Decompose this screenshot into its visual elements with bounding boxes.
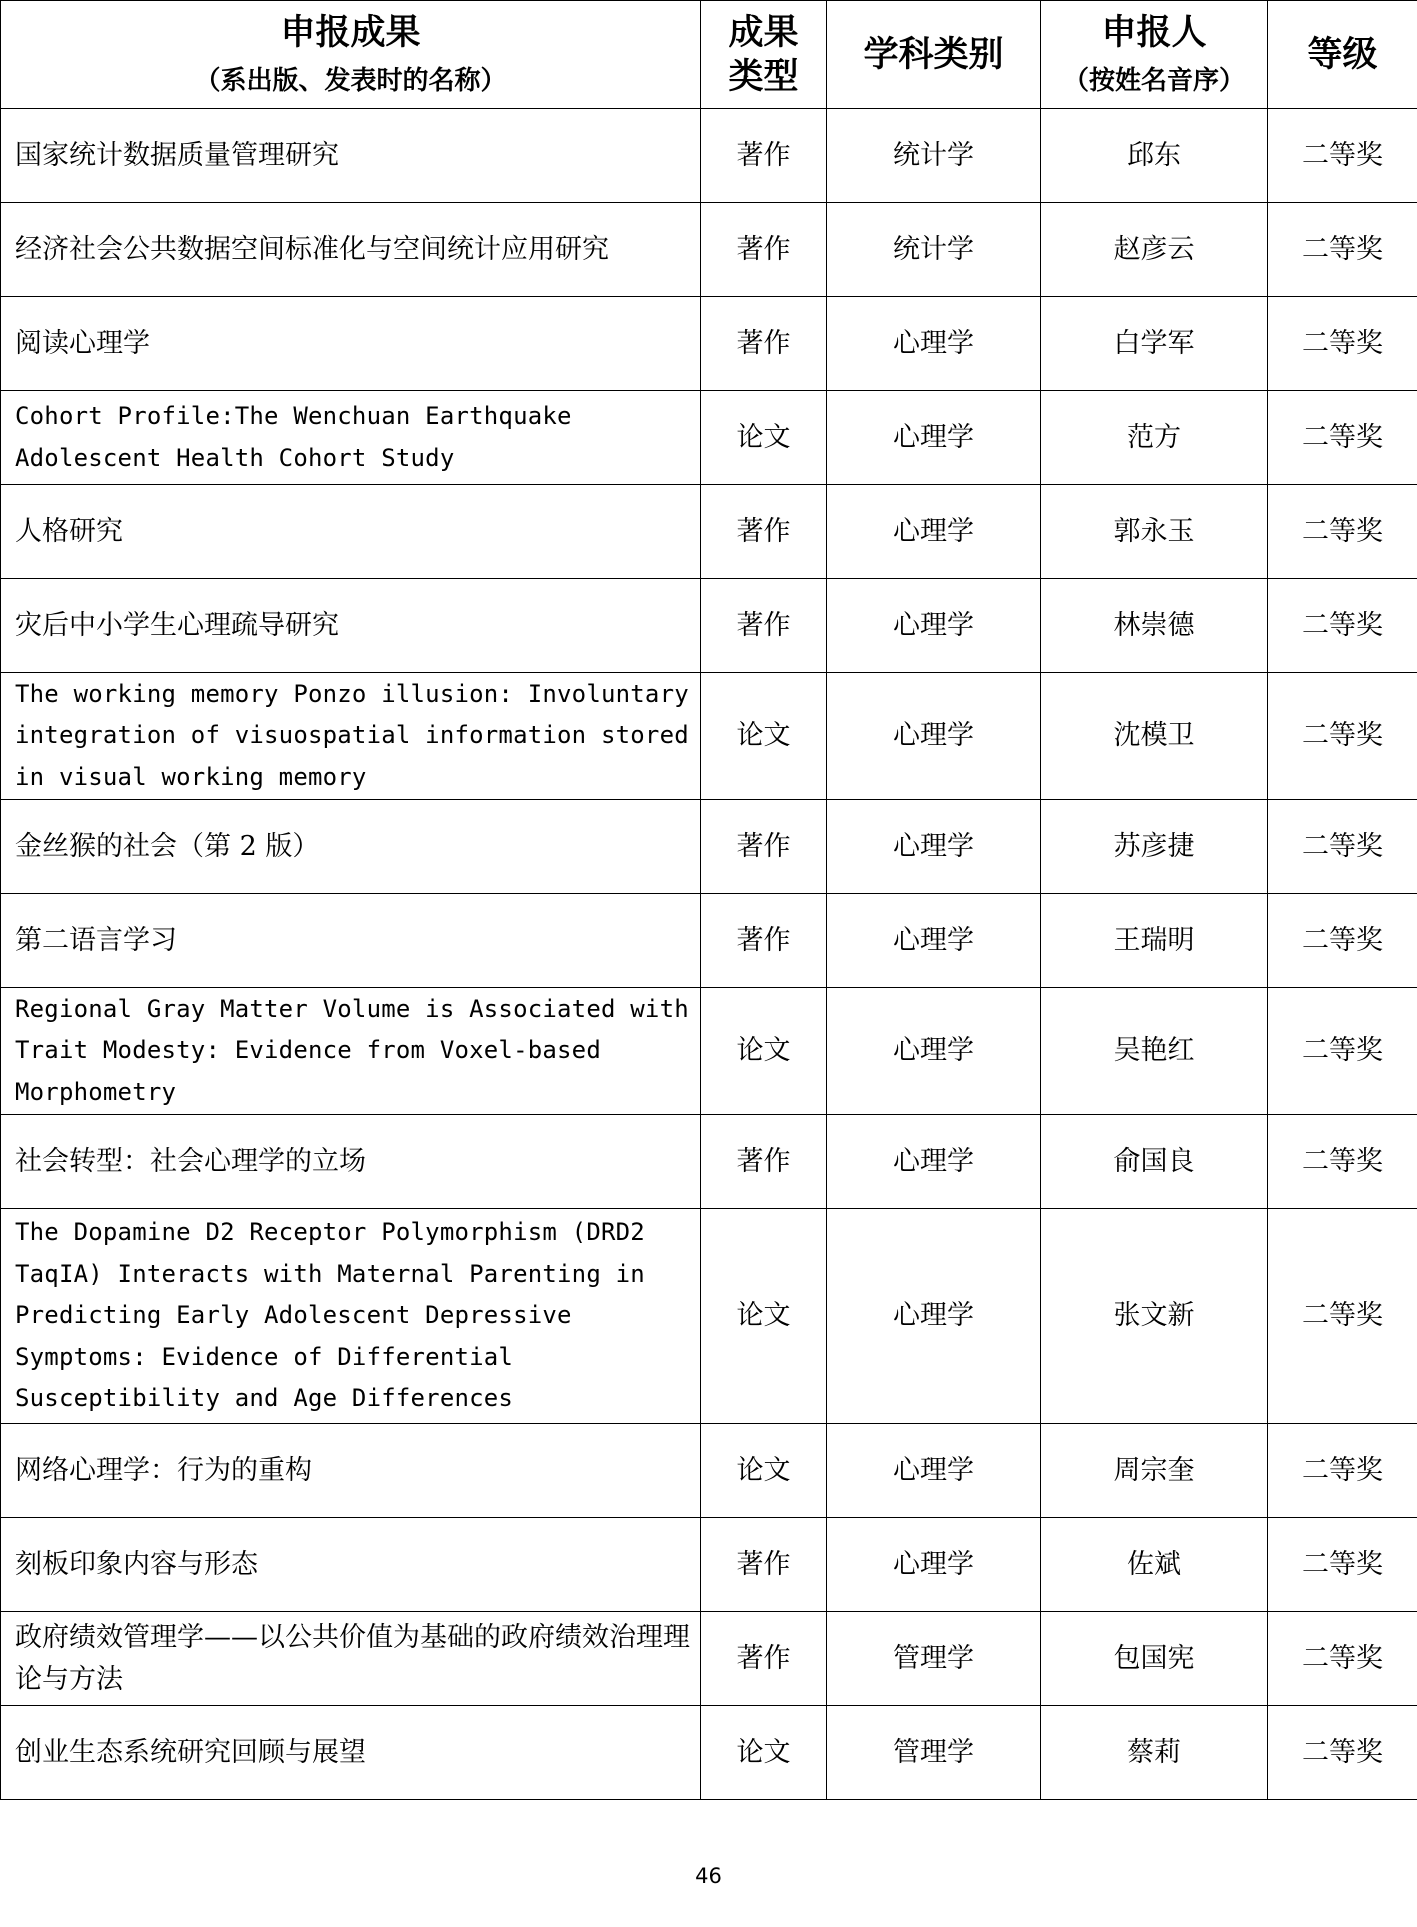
header-title bbox=[1, 1, 701, 109]
cell-title: 经济社会公共数据空间标准化与空间统计应用研究 bbox=[1, 203, 701, 297]
cell-type: 论文 bbox=[701, 1706, 827, 1800]
header-discipline-label: 学科类别 bbox=[863, 34, 1004, 75]
cell-discipline: 心理学 bbox=[827, 673, 1041, 800]
cell-discipline: 统计学 bbox=[827, 203, 1041, 297]
cell-applicant: 俞国良 bbox=[1041, 1115, 1268, 1209]
cell-title: 人格研究 bbox=[1, 485, 701, 579]
table-row bbox=[1, 203, 1417, 297]
table-row bbox=[1, 673, 1417, 800]
cell-grade: 二等奖 bbox=[1268, 1706, 1417, 1800]
cell-type: 著作 bbox=[701, 800, 827, 894]
cell-grade: 二等奖 bbox=[1268, 297, 1417, 391]
cell-type: 著作 bbox=[701, 894, 827, 988]
table-row bbox=[1, 1424, 1417, 1518]
cell-grade: 二等奖 bbox=[1268, 1518, 1417, 1612]
cell-applicant: 邱东 bbox=[1041, 109, 1268, 203]
header-applicant bbox=[1041, 1, 1268, 109]
cell-type: 论文 bbox=[701, 1424, 827, 1518]
table-row bbox=[1, 1612, 1417, 1706]
cell-discipline: 心理学 bbox=[827, 1115, 1041, 1209]
cell-title: The working memory Ponzo illusion: Involuntary integration of visuospatial information stored in visual working memory bbox=[1, 673, 701, 800]
cell-grade: 二等奖 bbox=[1268, 391, 1417, 485]
cell-applicant: 包国宪 bbox=[1041, 1612, 1268, 1706]
cell-title: 创业生态系统研究回顾与展望 bbox=[1, 1706, 701, 1800]
table-row bbox=[1, 1209, 1417, 1424]
cell-type: 论文 bbox=[701, 673, 827, 800]
table-row bbox=[1, 579, 1417, 673]
header-applicant-main: 申报人 bbox=[1101, 12, 1207, 53]
cell-title: Cohort Profile:The Wenchuan Earthquake Adolescent Health Cohort Study bbox=[1, 391, 701, 485]
cell-title: 网络心理学：行为的重构 bbox=[1, 1424, 701, 1518]
cell-type: 著作 bbox=[701, 297, 827, 391]
cell-type: 论文 bbox=[701, 988, 827, 1115]
cell-type: 著作 bbox=[701, 485, 827, 579]
cell-type: 著作 bbox=[701, 1612, 827, 1706]
cell-title: 阅读心理学 bbox=[1, 297, 701, 391]
cell-discipline: 心理学 bbox=[827, 894, 1041, 988]
cell-grade: 二等奖 bbox=[1268, 1612, 1417, 1706]
cell-title: 金丝猴的社会（第 2 版） bbox=[1, 800, 701, 894]
header-title-sub: （系出版、发表时的名称） bbox=[194, 65, 507, 96]
header-grade-label: 等级 bbox=[1307, 34, 1378, 75]
cell-applicant: 沈模卫 bbox=[1041, 673, 1268, 800]
table-row bbox=[1, 1518, 1417, 1612]
cell-grade: 二等奖 bbox=[1268, 579, 1417, 673]
cell-discipline: 心理学 bbox=[827, 391, 1041, 485]
cell-discipline: 心理学 bbox=[827, 1424, 1041, 1518]
header-type-label: 成果 类型 bbox=[728, 12, 799, 97]
cell-grade: 二等奖 bbox=[1268, 1115, 1417, 1209]
cell-title: 灾后中小学生心理疏导研究 bbox=[1, 579, 701, 673]
cell-discipline: 心理学 bbox=[827, 579, 1041, 673]
cell-title: 社会转型：社会心理学的立场 bbox=[1, 1115, 701, 1209]
table-body bbox=[1, 109, 1417, 1800]
cell-applicant: 郭永玉 bbox=[1041, 485, 1268, 579]
cell-applicant: 周宗奎 bbox=[1041, 1424, 1268, 1518]
cell-type: 著作 bbox=[701, 579, 827, 673]
cell-title: Regional Gray Matter Volume is Associated with Trait Modesty: Evidence from Voxel-based Morphometry bbox=[1, 988, 701, 1115]
cell-discipline: 心理学 bbox=[827, 800, 1041, 894]
table-row bbox=[1, 485, 1417, 579]
cell-grade: 二等奖 bbox=[1268, 203, 1417, 297]
cell-grade: 二等奖 bbox=[1268, 109, 1417, 203]
header-type bbox=[701, 1, 827, 109]
cell-applicant: 张文新 bbox=[1041, 1209, 1268, 1424]
cell-discipline: 心理学 bbox=[827, 1209, 1041, 1424]
table-row bbox=[1, 800, 1417, 894]
cell-title: 刻板印象内容与形态 bbox=[1, 1518, 701, 1612]
cell-grade: 二等奖 bbox=[1268, 1424, 1417, 1518]
cell-applicant: 蔡莉 bbox=[1041, 1706, 1268, 1800]
cell-grade: 二等奖 bbox=[1268, 673, 1417, 800]
cell-discipline: 心理学 bbox=[827, 1518, 1041, 1612]
header-discipline bbox=[827, 1, 1041, 109]
cell-applicant: 佐斌 bbox=[1041, 1518, 1268, 1612]
cell-grade: 二等奖 bbox=[1268, 485, 1417, 579]
table-row bbox=[1, 1115, 1417, 1209]
header-grade bbox=[1268, 1, 1417, 109]
cell-discipline: 管理学 bbox=[827, 1612, 1041, 1706]
cell-title: 政府绩效管理学——以公共价值为基础的政府绩效治理理论与方法 bbox=[1, 1612, 701, 1706]
cell-applicant: 范方 bbox=[1041, 391, 1268, 485]
cell-discipline: 统计学 bbox=[827, 109, 1041, 203]
cell-discipline: 心理学 bbox=[827, 485, 1041, 579]
cell-discipline: 心理学 bbox=[827, 297, 1041, 391]
cell-grade: 二等奖 bbox=[1268, 894, 1417, 988]
cell-applicant: 苏彦捷 bbox=[1041, 800, 1268, 894]
cell-type: 著作 bbox=[701, 1115, 827, 1209]
header-title-main: 申报成果 bbox=[280, 12, 421, 53]
cell-title: 第二语言学习 bbox=[1, 894, 701, 988]
table-row bbox=[1, 391, 1417, 485]
cell-applicant: 赵彦云 bbox=[1041, 203, 1268, 297]
page-number: 46 bbox=[695, 1864, 722, 1888]
header-applicant-sub: （按姓名音序） bbox=[1062, 65, 1245, 96]
cell-type: 著作 bbox=[701, 203, 827, 297]
cell-type: 论文 bbox=[701, 391, 827, 485]
cell-discipline: 管理学 bbox=[827, 1706, 1041, 1800]
cell-title: 国家统计数据质量管理研究 bbox=[1, 109, 701, 203]
header-row bbox=[1, 1, 1417, 109]
table-header bbox=[1, 1, 1417, 109]
table-row bbox=[1, 988, 1417, 1115]
cell-title: The Dopamine D2 Receptor Polymorphism (DRD2 TaqIA) Interacts with Maternal Parenting in Predicting Early Adolescent Depressive Symptoms: Evidence of Differential Susceptibility and Age Differences bbox=[1, 1209, 701, 1424]
table-row bbox=[1, 894, 1417, 988]
cell-applicant: 白学军 bbox=[1041, 297, 1268, 391]
cell-type: 论文 bbox=[701, 1209, 827, 1424]
cell-grade: 二等奖 bbox=[1268, 1209, 1417, 1424]
cell-applicant: 吴艳红 bbox=[1041, 988, 1268, 1115]
cell-applicant: 王瑞明 bbox=[1041, 894, 1268, 988]
table-row bbox=[1, 1706, 1417, 1800]
cell-discipline: 心理学 bbox=[827, 988, 1041, 1115]
table-row bbox=[1, 297, 1417, 391]
cell-grade: 二等奖 bbox=[1268, 988, 1417, 1115]
cell-type: 著作 bbox=[701, 1518, 827, 1612]
cell-grade: 二等奖 bbox=[1268, 800, 1417, 894]
cell-applicant: 林崇德 bbox=[1041, 579, 1268, 673]
table-row bbox=[1, 109, 1417, 203]
cell-type: 著作 bbox=[701, 109, 827, 203]
